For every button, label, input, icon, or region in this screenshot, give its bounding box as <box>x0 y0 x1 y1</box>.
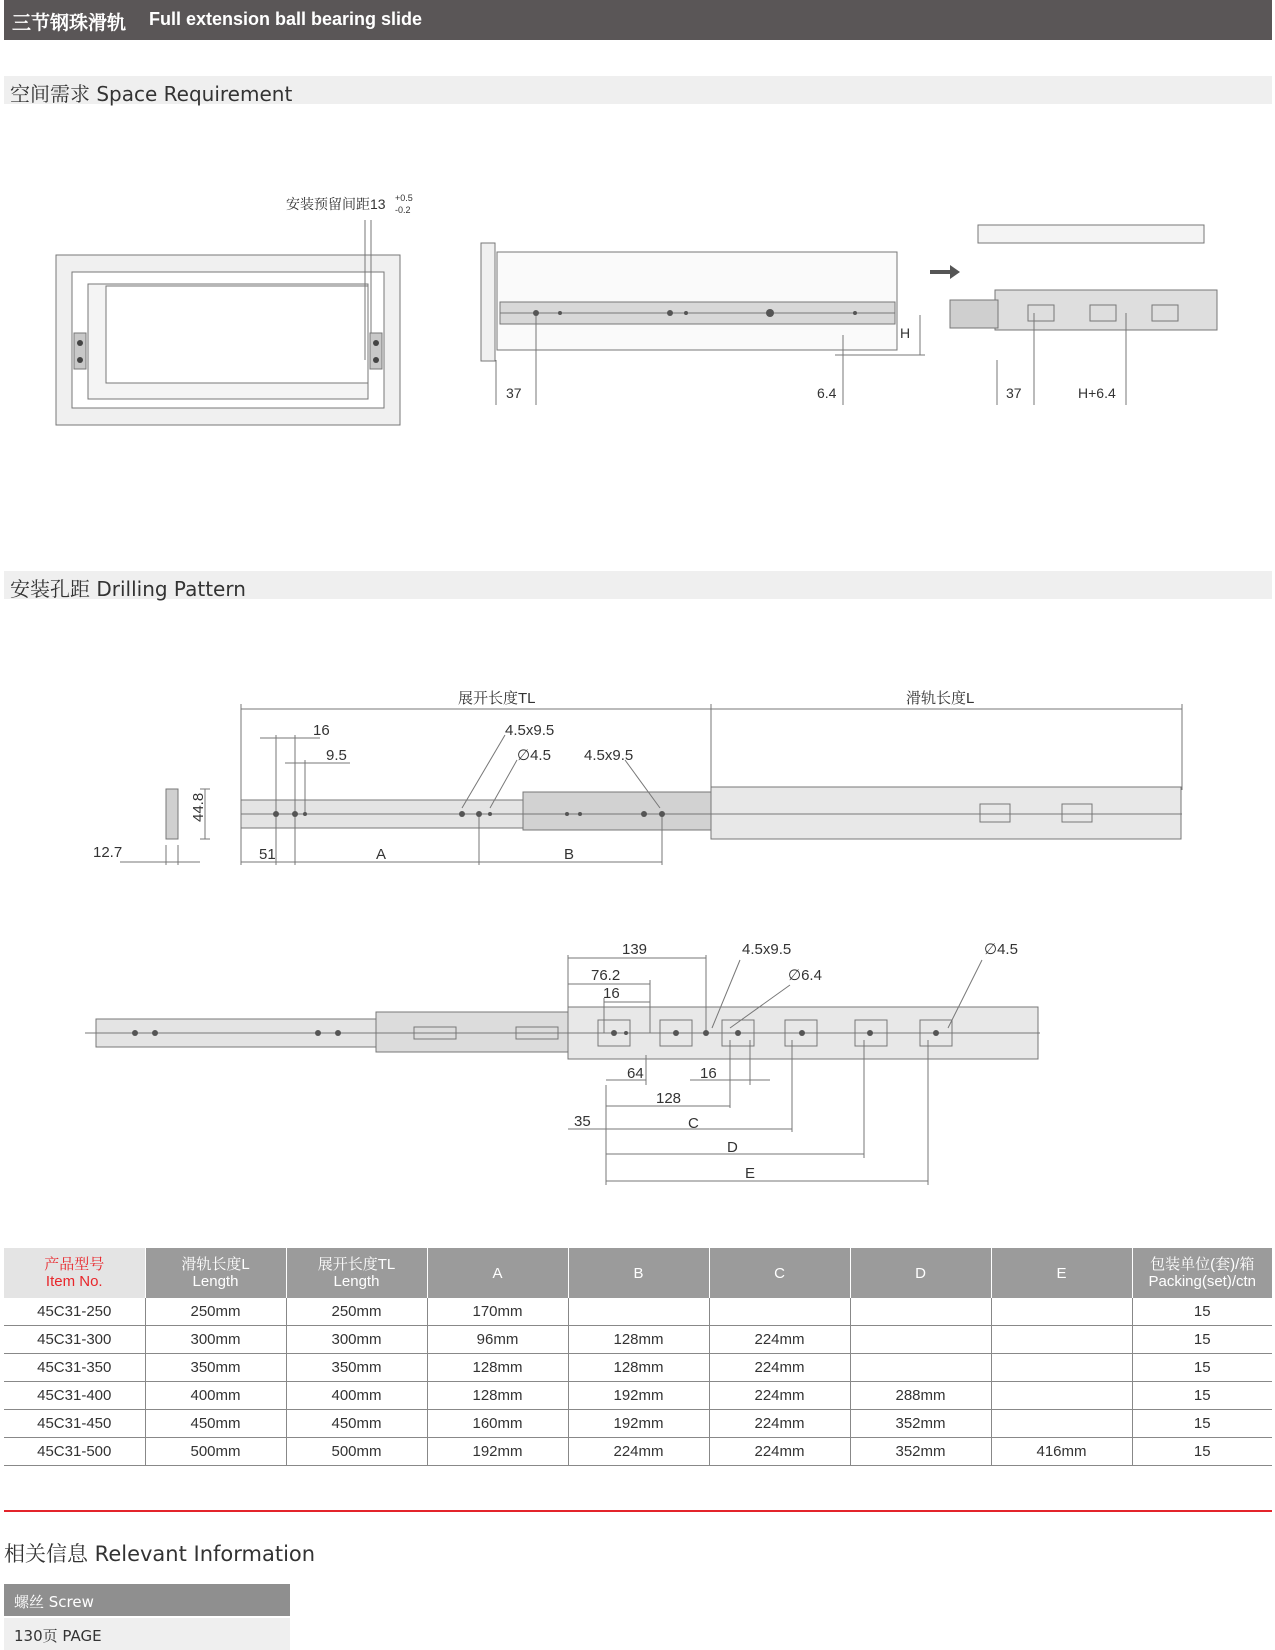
table-cell: 224mm <box>709 1410 850 1438</box>
table-cell: 300mm <box>286 1326 427 1354</box>
section-drilling-title: 安装孔距 Drilling Pattern <box>10 577 246 601</box>
table-cell: 128mm <box>427 1382 568 1410</box>
dim-44-8: 44.8 <box>190 792 207 822</box>
table-cell: 224mm <box>709 1382 850 1410</box>
table-cell: 15 <box>1132 1438 1272 1466</box>
col-length: 滑轨长度L Length <box>145 1248 286 1298</box>
table-cell <box>991 1354 1132 1382</box>
slot-4-5x9-5-bottom: 4.5x9.5 <box>742 941 792 958</box>
divider-line <box>4 1510 1272 1512</box>
dim-35: 35 <box>574 1113 591 1130</box>
table-cell: 128mm <box>568 1326 709 1354</box>
table-cell: 15 <box>1132 1298 1272 1326</box>
table-cell: 45C31-350 <box>4 1354 145 1382</box>
col-d: D <box>850 1248 991 1298</box>
table-cell: 350mm <box>286 1354 427 1382</box>
dim-128: 128 <box>656 1090 682 1107</box>
table-cell: 170mm <box>427 1298 568 1326</box>
arrow-right-icon <box>930 265 960 279</box>
table-row <box>4 1298 1272 1326</box>
slot-4-5x9-5-top-b: 4.5x9.5 <box>584 747 634 764</box>
table-cell: 45C31-500 <box>4 1438 145 1466</box>
screw-page-ref <box>4 1618 290 1650</box>
table-cell <box>991 1382 1132 1410</box>
table-cell: 450mm <box>145 1410 286 1438</box>
dim-64: 64 <box>627 1065 644 1082</box>
table-cell: 288mm <box>850 1382 991 1410</box>
col-packing: 包装单位(套)/箱 Packing(set)/ctn <box>1132 1248 1272 1298</box>
table-cell: 96mm <box>427 1326 568 1354</box>
table-cell: 224mm <box>709 1354 850 1382</box>
table-row <box>4 1438 1272 1466</box>
table-cell: 350mm <box>145 1354 286 1382</box>
table-cell: 192mm <box>427 1438 568 1466</box>
table-cell: 416mm <box>991 1438 1132 1466</box>
dim-c: C <box>688 1115 699 1132</box>
table-cell: 300mm <box>145 1326 286 1354</box>
table-cell <box>991 1326 1132 1354</box>
table-cell: 192mm <box>568 1410 709 1438</box>
space-requirement-diagram <box>0 110 1275 440</box>
dim-16-top: 16 <box>313 722 330 739</box>
dim-16-lower: 16 <box>700 1065 717 1082</box>
table-cell <box>709 1298 850 1326</box>
col-e: E <box>991 1248 1132 1298</box>
dim-h: H <box>900 325 911 341</box>
table-row <box>4 1410 1272 1438</box>
col-b: B <box>568 1248 709 1298</box>
table-cell <box>991 1298 1132 1326</box>
dim-6-4: 6.4 <box>817 385 837 401</box>
table-row <box>4 1354 1272 1382</box>
screw-page-label: 130页 PAGE <box>14 1627 102 1645</box>
table-cell: 45C31-450 <box>4 1410 145 1438</box>
table-cell: 160mm <box>427 1410 568 1438</box>
table-cell: 250mm <box>286 1298 427 1326</box>
drilling-pattern-diagram <box>0 660 1275 1200</box>
table-cell: 45C31-250 <box>4 1298 145 1326</box>
title-cn: 三节钢珠滑轨 <box>12 12 127 34</box>
table-cell: 224mm <box>709 1326 850 1354</box>
dim-37-right: 37 <box>1006 385 1022 401</box>
dim-76-2: 76.2 <box>591 967 621 984</box>
hole-4-5-top: ∅4.5 <box>517 747 551 764</box>
spec-table <box>4 1248 1272 1466</box>
dim-139: 139 <box>622 941 648 958</box>
dim-e: E <box>745 1165 756 1182</box>
table-cell: 352mm <box>850 1438 991 1466</box>
table-cell: 192mm <box>568 1382 709 1410</box>
table-cell <box>991 1410 1132 1438</box>
col-tl-length: 展开长度TL Length <box>286 1248 427 1298</box>
table-cell: 450mm <box>286 1410 427 1438</box>
title-en: Full extension ball bearing slide <box>149 9 423 29</box>
gap-tol-minus: -0.2 <box>395 205 411 215</box>
table-cell: 352mm <box>850 1410 991 1438</box>
table-cell: 500mm <box>286 1438 427 1466</box>
table-cell: 128mm <box>427 1354 568 1382</box>
related-info-title: 相关信息 Relevant Information <box>4 1542 316 1566</box>
hole-6-4: ∅6.4 <box>788 967 822 984</box>
gap-tol-plus: +0.5 <box>395 193 413 203</box>
table-cell: 224mm <box>709 1438 850 1466</box>
section-drilling-pattern <box>4 571 1272 599</box>
table-cell: 250mm <box>145 1298 286 1326</box>
dim-d: D <box>727 1139 738 1156</box>
table-cell: 45C31-400 <box>4 1382 145 1410</box>
dim-tl: 展开长度TL <box>458 690 536 707</box>
dim-9-5-top: 9.5 <box>326 747 347 764</box>
table-header-row <box>4 1248 1272 1298</box>
table-cell: 15 <box>1132 1354 1272 1382</box>
section-space-requirement <box>4 76 1272 104</box>
screw-tab[interactable] <box>4 1584 290 1616</box>
hole-4-5-bottom: ∅4.5 <box>984 941 1018 958</box>
table-cell: 128mm <box>568 1354 709 1382</box>
dim-12-7: 12.7 <box>93 844 123 861</box>
table-cell: 400mm <box>286 1382 427 1410</box>
dim-37-left: 37 <box>506 385 522 401</box>
dim-b: B <box>564 846 575 863</box>
table-cell: 400mm <box>145 1382 286 1410</box>
table-cell: 15 <box>1132 1382 1272 1410</box>
table-cell: 45C31-300 <box>4 1326 145 1354</box>
table-cell <box>850 1354 991 1382</box>
dim-a: A <box>376 846 387 863</box>
table-cell <box>850 1298 991 1326</box>
table-cell <box>568 1298 709 1326</box>
table-cell: 224mm <box>568 1438 709 1466</box>
col-c: C <box>709 1248 850 1298</box>
dim-16-bottom: 16 <box>603 985 620 1002</box>
gap-label: 安装预留间距13 <box>286 196 386 212</box>
title-bar <box>4 0 1272 40</box>
table-row <box>4 1326 1272 1354</box>
table-cell: 15 <box>1132 1326 1272 1354</box>
table-cell: 15 <box>1132 1410 1272 1438</box>
dim-l: 滑轨长度L <box>906 690 975 707</box>
col-a: A <box>427 1248 568 1298</box>
table-cell <box>850 1326 991 1354</box>
dim-h-plus-6-4: H+6.4 <box>1078 385 1116 401</box>
slot-4-5x9-5-top-a: 4.5x9.5 <box>505 722 555 739</box>
section-space-title: 空间需求 Space Requirement <box>10 82 293 106</box>
col-item-no: 产品型号 Item No. <box>4 1248 145 1298</box>
table-row <box>4 1382 1272 1410</box>
screw-label: 螺丝 Screw <box>14 1593 94 1611</box>
table-cell: 500mm <box>145 1438 286 1466</box>
dim-51: 51 <box>259 846 276 863</box>
